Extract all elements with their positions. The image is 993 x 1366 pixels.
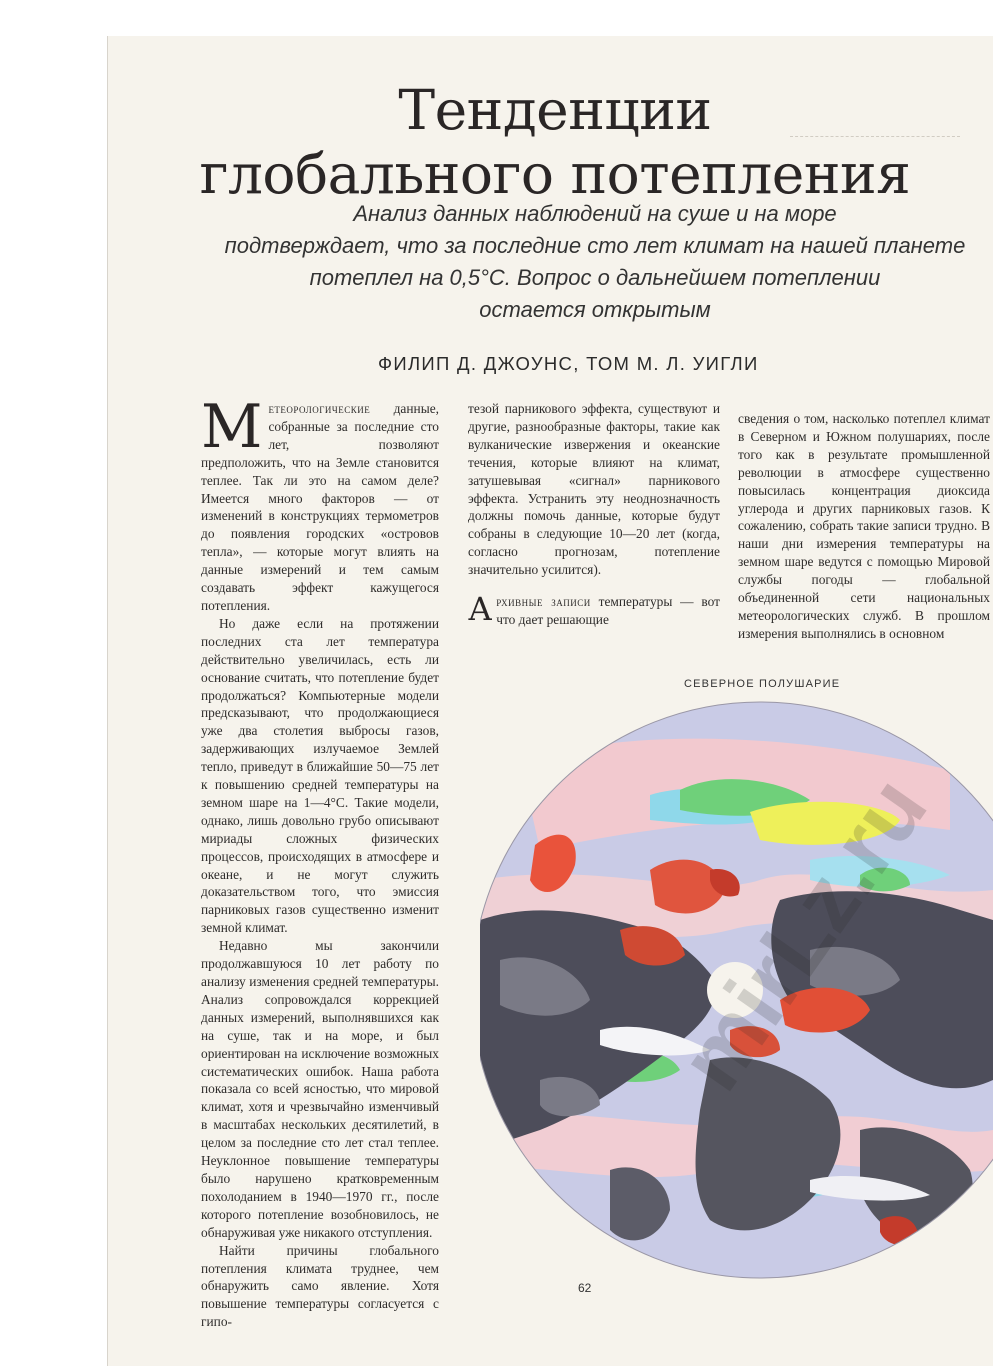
paragraph — [201, 392, 439, 615]
text-column-2 — [468, 400, 720, 629]
subtitle-line-4: остается открытым — [479, 297, 711, 322]
page-number: 62 — [578, 1281, 592, 1295]
text-column-1 — [201, 392, 439, 1331]
paragraph: тезой парникового эффекта, существуют и другие, разнообразные факторы, такие как вулканические извержения и океанские течения, которые влияют на климат, затушевывая «сигнал» парникового эффекта. Устранить эту неоднозначность должны помочь данные, которые будут собраны в следующие 10—20 лет (когда, согласно прогнозам, потепление значительно усилится). — [468, 401, 720, 578]
paragraph: Недавно мы закончили продолжавшуюся 10 лет работу по анализу изменения средней температуры. Анализ сопровождался коррекцией данных измерений, выполнявшихся как на суше, так и на море, и был ориентирован на исключение возможных систематических ошибок. Наша работа показала со всей ясностью, что мировой климат, хотя и чрезвычайно изменчивый в масштабах нескольких десятилетий, в целом за последние сто лет стал теплее. Неуклонное повышение температуры было нарушено кратковременным похолоданием в 1940—1970 гг., после которого потепление возобновилось, не обнаруживая уже никакого отступления. — [201, 938, 439, 1240]
map-caption: СЕВЕРНОЕ ПОЛУШАРИЕ — [684, 678, 841, 690]
lead-in: етеорологические — [268, 401, 371, 416]
subtitle-line-2: подтверждает, что за последние сто лет климат на нашей планете — [224, 233, 966, 258]
paragraph-text: температуры — вот что дает решающие — [496, 594, 720, 627]
author-byline: ФИЛИП Д. ДЖОУНС, ТОМ М. Л. УИГЛИ — [378, 353, 759, 374]
subtitle-line-3: потеплел на 0,5°С. Вопрос о дальнейшем потеплении — [309, 265, 881, 290]
drop-cap: М — [201, 392, 263, 462]
lead-in: рхивные записи — [496, 594, 591, 610]
article-subtitle — [215, 198, 975, 326]
title-line-1: Тенденции — [398, 78, 712, 142]
drop-cap: А — [468, 590, 493, 629]
paragraph: Найти причины глобального потепления климата труднее, чем обнаружить само явление. Хотя повышение температуры согласуется с гипо- — [201, 1242, 439, 1330]
paragraph: Но даже если на протяжении последних ста лет температура действительно увеличилась, есть ли основание считать, что потепление будет продолжаться? Компьютерные модели предсказывают, что продолжающиеся уже два столетия выбросы газов, задерживающих излучаемое Землей тепло, приведут в ближайшие 50—75 лет к повышению средней температуры на земном шаре на 1—4°С. Такие модели, однако, лишь довольно грубо описывают мириады сложных физических процессов, происходящих в атмосфере и океане, и не могут служить доказательством того, что эмиссия парниковых газов существенно изменит земной климат. — [201, 615, 439, 936]
subtitle-line-1: Анализ данных наблюдений на суше и на море — [353, 201, 837, 226]
article-title — [140, 78, 970, 206]
northern-hemisphere-temperature-map — [480, 700, 993, 1300]
title-line-2: глобального потепления — [199, 142, 911, 206]
paragraph-text: данные, собранные за последние сто лет, позволяют предположить, что на Земле становится теплее. Так ли это на самом деле? Имеется много факторов — от изменений в конструкциях термометров до появления городских «островов тепла», — которые могут влиять на данные измерений и тем самым создавать эффект кажущегося потепления. — [201, 401, 439, 613]
paragraph: сведения о том, насколько потеплел климат в Северном и Южном полушариях, после того как в результате промышленной революции в атмосфере существенно повысилась концентрация диоксида углерода и других парниковых газов. К сожалению, собрать такие записи трудно. В наши дни измерения температуры на земном шаре ведутся с помощью Мировой службы погоды — глобальной объединенной сети национальных метеорологических служб. В прошлом измерения выполнялись в основном — [738, 411, 990, 641]
text-column-3 — [738, 410, 990, 643]
paragraph — [468, 590, 720, 629]
